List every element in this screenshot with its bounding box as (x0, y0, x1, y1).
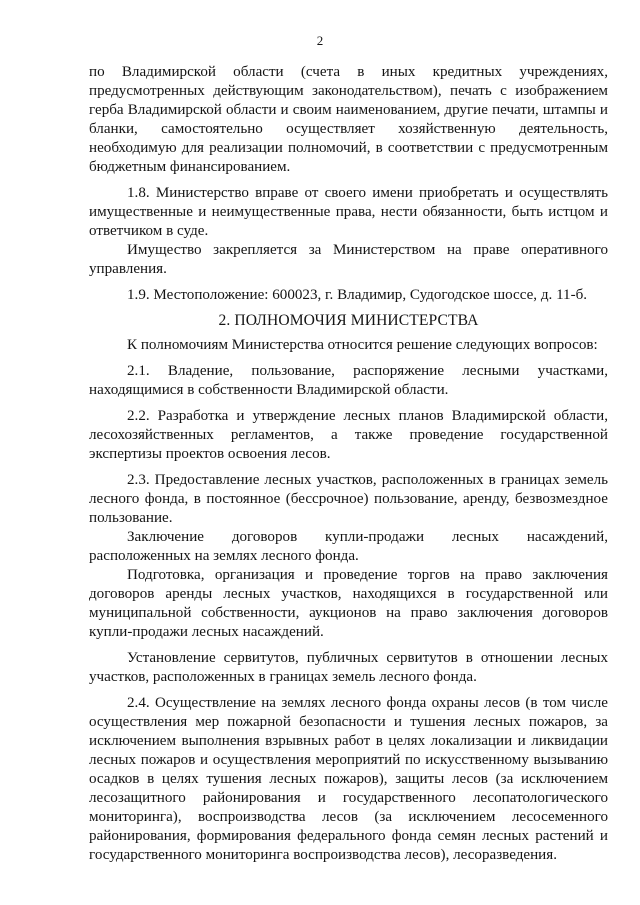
paragraph-2-2: 2.2. Разработка и утверждение лесных планов Владимирской области, лесохозяйственных регламентов, а также проведение государственной экспертизы проектов освоения лесов. (89, 408, 608, 462)
paragraph-servitudes: Установление сервитутов, публичных сервитутов в отношении лесных участков, расположенных в границах земель лесного фонда. (89, 650, 608, 685)
paragraph-2-3: 2.3. Предоставление лесных участков, расположенных в границах земель лесного фонда, в постоянное (бессрочное) пользование, аренду, безвозмездное пользование. (89, 472, 608, 526)
document-body (89, 63, 608, 865)
paragraph-2-4: 2.4. Осуществление на землях лесного фонда охраны лесов (в том числе осуществления мер пожарной безопасности и тушения лесных пожаров, за исключением выполнения взрывных работ в целях локализации и ликвидации лесных пожаров и осуществления мероприятий по искусственному вызыванию осадков в целях тушения лесных пожаров), защиты лесов (за исключением лесозащитного районирования и государственного лесопатологического мониторинга), воспроизводства лесов (за исключением лесосеменного районирования, формирования федерального фонда семян лесных растений и государственного мониторинга воспроизводства лесов), лесоразведения. (89, 695, 608, 863)
paragraph-intro: К полномочиям Министерства относится решение следующих вопросов: (127, 337, 598, 353)
paragraph-continuation: по Владимирской области (счета в иных кредитных учреждениях, предусмотренных действующим законодательством), печать с изображением герба Владимирской области и своим наименованием, другие печати, штампы и бланки, самостоятельно осуществляет хозяйственную деятельность, необходимую для реализации полномочий, в соответствии с предусмотренным бюджетным финансированием. (89, 64, 608, 175)
paragraph-auctions: Подготовка, организация и проведение торгов на право заключения договоров аренды лесных участков, находящихся в государственной или муниципальной собственности, аукционов на право заключения договоров купли-продажи лесных насаждений. (89, 567, 608, 640)
paragraph-1-8: 1.8. Министерство вправе от своего имени приобретать и осуществлять имущественные и неимущественные права, нести обязанности, быть истцом и ответчиком в суде. (89, 185, 608, 239)
paragraph-contracts: Заключение договоров купли-продажи лесных насаждений, расположенных на землях лесного фонда. (89, 529, 608, 564)
paragraph-1-9: 1.9. Местоположение: 600023, г. Владимир, Судогодское шоссе, д. 11-б. (127, 287, 588, 303)
section-heading: 2. ПОЛНОМОЧИЯ МИНИСТЕРСТВА (218, 312, 479, 329)
paragraph-2-1: 2.1. Владение, пользование, распоряжение лесными участками, находящимися в собственности Владимирской области. (89, 363, 608, 398)
page-number: 2 (316, 33, 324, 48)
paragraph-property: Имущество закрепляется за Министерством на праве оперативного управления. (89, 242, 608, 277)
